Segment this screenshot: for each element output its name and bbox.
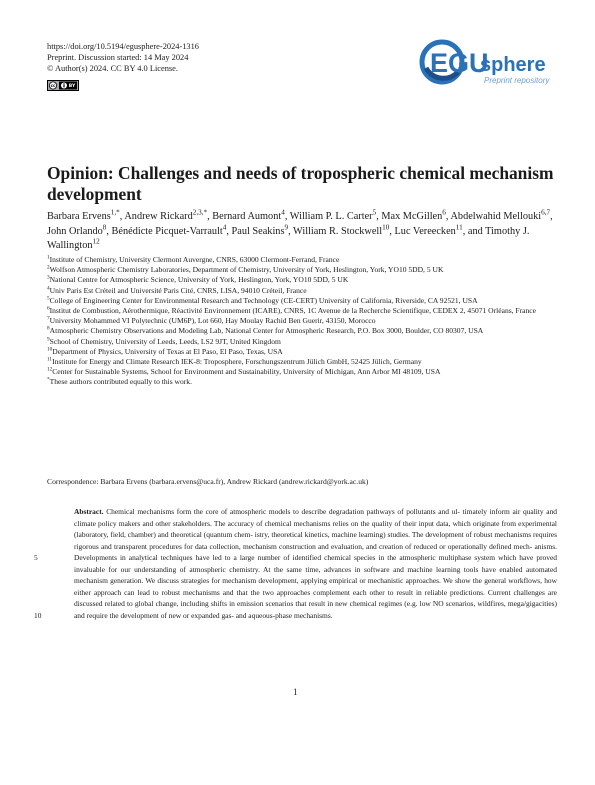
affiliation-item — [47, 316, 575, 326]
abstract-line: anisms. Developments in analytical techniques have led to a large number of identified chemical species in the atmospheric — [74, 541, 557, 563]
author-affiliation-mark: 8 — [102, 223, 107, 232]
preprint-meta — [47, 41, 199, 74]
affiliation-number: 11 — [47, 356, 53, 363]
affiliation-text: College of Engineering Center for Environmental Research and Technology (CE-CERT) University of California, Riverside, CA 92521, USA — [49, 295, 478, 305]
affiliation-text: Wolfson Atmospheric Chemistry Laboratories, Department of Chemistry, University of York, Heslington, York, YO10 5DD, 5 UK — [49, 265, 444, 275]
author-name: Barbara Ervens — [47, 211, 111, 222]
author-affiliation-mark: 2,3,* — [192, 208, 208, 217]
affiliation-text: National Centre for Atmospheric Science, University of York, Heslington, York, YO10 5DD, 5 UK — [49, 275, 349, 285]
affiliation-number: 1 — [47, 254, 50, 261]
affiliation-number: 8 — [47, 325, 50, 332]
abstract-line: to robust mechanisms and that the two approaches complement each other to result in reliable predictions. Current challenges — [152, 587, 548, 597]
affiliation-item — [47, 347, 575, 357]
affiliation-item — [47, 326, 575, 336]
affiliation-number: 9 — [47, 336, 50, 343]
abstract-line: multiphase system which have proved invaluable for our understanding of atmospheric chemistry. At the same time, advances — [74, 553, 558, 574]
affiliation-item — [47, 337, 575, 347]
author-name: Paul Seakins — [231, 225, 285, 237]
author-name: William R. Stockwell — [293, 225, 383, 237]
author-affiliation-mark: 11 — [455, 223, 463, 232]
author-name: John Orlando — [47, 225, 103, 237]
author-name: Andrew Rickard — [124, 211, 193, 222]
author-name: Max McGillen — [381, 211, 443, 222]
author-affiliation-mark: 5 — [372, 208, 377, 217]
affiliation-text: Atmospheric Chemistry Observations and Modeling Lab, National Center for Atmospheric Research, P.O. Box 3000, Boulder, CO 80307, USA — [49, 326, 484, 336]
author-affiliation-mark: 9 — [284, 223, 289, 232]
affiliation-item — [47, 357, 575, 367]
author-name: Abdelwahid Mellouki — [450, 211, 542, 222]
logo-tagline: Preprint repository — [484, 76, 550, 85]
author-affiliation-mark: 4 — [222, 223, 227, 232]
author-name: Luc Vereecken — [394, 225, 456, 237]
paper-title: Opinion: Challenges and needs of tropospheric chemical mechanism development — [47, 163, 554, 204]
correspondence: Correspondence: Barbara Ervens (barbara.ervens@uca.fr), Andrew Rickard (andrew.rickard@york.ac.uk) — [47, 477, 369, 486]
affiliation-number: 2 — [47, 264, 50, 271]
copyright-notice: © Author(s) 2024. CC BY 4.0 License. — [47, 64, 178, 73]
affiliation-item — [47, 275, 575, 285]
affiliation-number: * — [47, 376, 50, 383]
logo-egu-text: EGU — [430, 48, 489, 78]
affiliation-item — [47, 255, 575, 265]
abstract — [74, 506, 557, 621]
affiliation-number: 12 — [47, 366, 53, 373]
affiliation-number: 4 — [47, 285, 50, 292]
affiliation-number: 10 — [47, 346, 53, 353]
abstract-line: the quality of their input data, which originate from experimental (laboratory, field, chamber) and theoretical (quantum chem- — [74, 518, 557, 540]
affiliation-number: 7 — [47, 315, 50, 322]
affiliation-text: University Mohammed VI Polytechnic (UM6P), Lot 660, Hay Moulay Rachid Ben Guerir, 43150, Morocco — [49, 316, 376, 326]
affiliation-item — [47, 367, 575, 377]
abstract-line: in software and machine learning tools have enabled automated mechanism generation. We discuss strategies for mechanism — [74, 564, 557, 586]
page-number: 1 — [293, 687, 298, 697]
abstract-label: Abstract. — [74, 507, 104, 516]
affiliation-text: Institute of Chemistry, University Clermont Auvergne, CNRS, 63000 Clermont-Ferrand, France — [49, 255, 340, 264]
affiliation-text: Department of Physics, University of Texas at El Paso, El Paso, Texas, USA — [52, 346, 283, 356]
abstract-line: istry, theoretical kinetics, machine learning) studies. The development of robust mechanisms requires rigorous and transparent — [74, 530, 557, 551]
affiliation-item — [47, 377, 575, 387]
author-name: Bénédicte Picquet-Varrault — [111, 225, 223, 237]
affiliation-number: 6 — [47, 305, 50, 312]
author-name: Bernard Aumont — [212, 211, 282, 222]
affiliation-number: 3 — [47, 274, 50, 281]
author-affiliation-mark: 4 — [281, 208, 285, 217]
affiliation-item — [47, 296, 575, 306]
doi-link[interactable]: https://doi.org/10.5194/egusphere-2024-1316 — [47, 42, 199, 51]
affiliation-text: School of Chemistry, University of Leeds, Leeds, LS2 9JT, United Kingdom — [49, 336, 281, 346]
line-number: 5 — [34, 553, 38, 563]
logo-sphere-text: sphere — [480, 54, 546, 76]
affiliation-item — [47, 286, 575, 296]
abstract-line: scenarios, wildfires, mega/gigacities) and require the development of new or expanded gas- and aqueous-phase mechanisms. — [74, 599, 558, 620]
affiliation-item — [47, 306, 575, 316]
author-affiliation-mark: 12 — [92, 237, 100, 246]
affiliation-text: These authors contributed equally to this work. — [49, 377, 192, 387]
affiliation-list — [47, 255, 575, 388]
author-affiliation-mark: 6,7 — [541, 208, 551, 217]
cc-by-license-icon[interactable] — [47, 80, 79, 91]
abstract-line: Chemical mechanisms form the core of atmospheric models to describe degradation pathways of pollutants and ul- — [106, 507, 463, 516]
affiliation-item — [47, 265, 575, 275]
discussion-status: Preprint. Discussion started: 14 May 2024 — [47, 53, 189, 62]
line-number: 10 — [34, 610, 42, 620]
author-affiliation-mark: 10 — [382, 223, 390, 232]
cc-by-icon-graphic — [48, 81, 78, 90]
author-name: Timothy J. Wallington — [47, 225, 530, 252]
abstract-line: development, applying empirical or mechanistic approaches. We show the general workflows, how either approach can lead — [74, 576, 557, 597]
author-affiliation-mark: 1,* — [110, 208, 120, 217]
egusphere-logo-graphic — [418, 38, 570, 90]
egusphere-logo — [418, 38, 570, 90]
abstract-line: are discussed related to global change, including shifts in emission scenarios that result in new chemical regimes (e.g. low NO — [74, 587, 557, 609]
abstract-line: timately inform air quality and climate policy makers and other stakeholders. The accuracy of chemical mechanisms relies on — [74, 507, 558, 528]
author-name: William P. L. Carter — [289, 211, 373, 222]
author-list: Barbara Ervens$^{1,*}$, Andrew Rickard$^{2,3,*}$, Bernard Aumont$^4$, William P. L. Carter$^5$, Max McGillen$^6$, Abdelwahid Mellouki$^{6,7}$, John Orlando$^8$, Bénédicte Picquet-Varrault$^4$, Paul Seakins$^9$, William R. Stockwell$^{10}$, Luc Vereecken$^{11}$, and Timothy J. Wallington$^{12}$ — [47, 208, 553, 252]
affiliation-number: 5 — [47, 295, 50, 302]
abstract-line: procedures for data collection, mechanism construction and evaluation, and creation of reduced or operationally defined mech- — [149, 541, 535, 551]
author-affiliation-mark: 6 — [442, 208, 446, 217]
affiliation-text: Center for Sustainable Systems, School for Environment and Sustainability, University of Michigan, Ann Arbor MI 48109, USA — [52, 367, 441, 377]
affiliation-text: Institute for Energy and Climate Research IEK-8: Troposphere, Forschungszentrum Jülich GmbH, 52425 Jülich, Germany — [52, 357, 422, 367]
affiliation-text: Institut de Combustion, Aérothermique, Réactivité Environnement (ICARE), CNRS, 1C Avenue de la Recherche Scientifique, CEDEX 2, 45071 Orléans, France — [49, 306, 536, 316]
svg-text:BY: BY — [68, 84, 76, 90]
affiliation-text: Univ Paris Est Créteil and Université Paris Cité, CNRS, LISA, 94010 Créteil, France — [49, 285, 307, 295]
svg-text:cc: cc — [50, 83, 56, 88]
